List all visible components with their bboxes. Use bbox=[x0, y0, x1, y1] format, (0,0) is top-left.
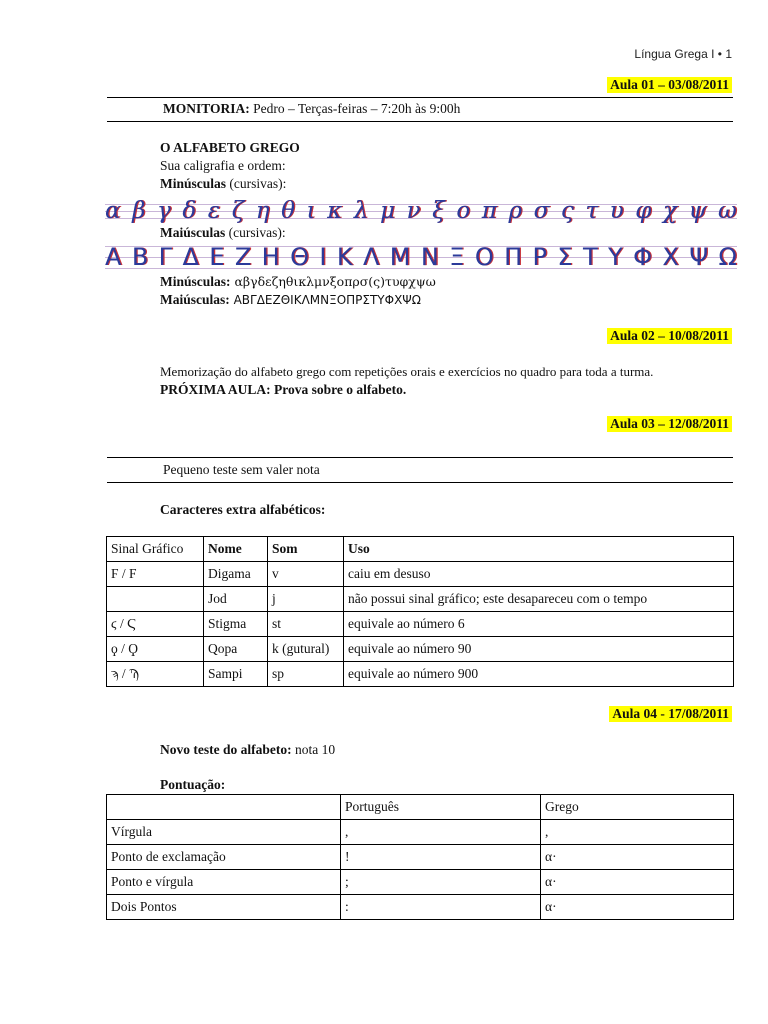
table-cell: j bbox=[268, 587, 344, 612]
minusculas-line-label: Minúsculas: bbox=[160, 274, 231, 289]
minuscula-glyph: θ bbox=[281, 198, 295, 224]
table-row bbox=[107, 820, 734, 845]
maiusculas-glyphs bbox=[105, 241, 737, 273]
table-cell: ; bbox=[341, 870, 541, 895]
minuscula-glyph: χ bbox=[662, 198, 677, 224]
table-header-row bbox=[107, 537, 734, 562]
maiuscula-glyph: Λ bbox=[362, 243, 380, 271]
table-header-cell: Português bbox=[341, 795, 541, 820]
minusculas-line-text: αβγδεζηθικλμνξοπρσ(ς)τυφχψω bbox=[230, 274, 436, 289]
table-row bbox=[107, 562, 734, 587]
maiuscula-glyph: Α bbox=[105, 243, 122, 271]
table-header-cell: Uso bbox=[344, 537, 734, 562]
minuscula-glyph: κ bbox=[327, 198, 343, 224]
maiuscula-glyph: Χ bbox=[662, 243, 679, 271]
table-header-cell: Som bbox=[268, 537, 344, 562]
table-cell: equivale ao número 6 bbox=[344, 612, 734, 637]
minuscula-glyph: ι bbox=[306, 198, 316, 224]
table-header-row bbox=[107, 795, 734, 820]
table-cell: Dois Pontos bbox=[107, 895, 341, 920]
divider bbox=[107, 97, 733, 98]
aula-04-date: Aula 04 - 17/08/2011 bbox=[609, 706, 732, 722]
maiusculas-line-label: Maiúsculas: bbox=[160, 292, 230, 307]
memorizacao-text: Memorização do alfabeto grego com repetições orais e exercícios no quadro para toda a turma. bbox=[160, 364, 654, 379]
maiuscula-glyph: Σ bbox=[557, 243, 573, 271]
minuscula-glyph: ρ bbox=[508, 198, 522, 224]
table-cell: k (gutural) bbox=[268, 637, 344, 662]
table-cell: Qopa bbox=[204, 637, 268, 662]
table-cell: st bbox=[268, 612, 344, 637]
maiuscula-glyph: Θ bbox=[290, 243, 309, 271]
novo-teste-label: Novo teste do alfabeto: bbox=[160, 742, 292, 757]
table-cell: não possui sinal gráfico; este desapareceu com o tempo bbox=[344, 587, 734, 612]
table-cell: Ponto e vírgula bbox=[107, 870, 341, 895]
minusculas-label: Minúsculas bbox=[160, 176, 227, 191]
table-cell: ϡ / Ϡ bbox=[107, 662, 204, 687]
table-cell: , bbox=[341, 820, 541, 845]
monitoria-label: MONITORIA: bbox=[163, 101, 250, 116]
caligrafia-text: Sua caligrafia e ordem: bbox=[160, 158, 286, 173]
maiuscula-glyph: Ω bbox=[718, 243, 737, 271]
maiuscula-glyph: Φ bbox=[633, 243, 652, 271]
monitoria-text: Pedro – Terças-feiras – 7:20h às 9:00h bbox=[249, 101, 461, 116]
minuscula-glyph: δ bbox=[182, 198, 197, 224]
minuscula-glyph: ε bbox=[207, 198, 221, 224]
minuscula-glyph: γ bbox=[157, 198, 171, 224]
proxima-aula-text: PRÓXIMA AULA: Prova sobre o alfabeto. bbox=[160, 382, 407, 397]
minuscula-glyph: μ bbox=[379, 198, 395, 224]
table-cell: Vírgula bbox=[107, 820, 341, 845]
minusculas-glyphs bbox=[105, 195, 737, 227]
section-title: O ALFABETO GREGO bbox=[160, 140, 300, 155]
table-cell: caiu em desuso bbox=[344, 562, 734, 587]
minuscula-glyph: β bbox=[132, 198, 146, 224]
table-cell: ϛ / Ϛ bbox=[107, 612, 204, 637]
minuscula-glyph: π bbox=[481, 198, 497, 224]
minuscula-glyph: ψ bbox=[688, 198, 707, 224]
minuscula-glyph: ς bbox=[560, 198, 574, 224]
minuscula-glyph: ν bbox=[406, 198, 421, 224]
table-row bbox=[107, 895, 734, 920]
aula-02-date: Aula 02 – 10/08/2011 bbox=[607, 328, 732, 344]
table-cell: : bbox=[341, 895, 541, 920]
maiuscula-glyph: Γ bbox=[158, 243, 173, 271]
maiuscula-glyph: Ψ bbox=[689, 243, 709, 271]
minuscula-glyph: φ bbox=[635, 198, 652, 224]
maiuscula-glyph: Β bbox=[131, 243, 149, 271]
maiuscula-glyph: Ξ bbox=[449, 243, 465, 271]
maiuscula-glyph: Υ bbox=[608, 243, 623, 271]
cursivas-note: (cursivas): bbox=[225, 225, 286, 240]
table-cell bbox=[107, 587, 204, 612]
minuscula-glyph: η bbox=[255, 198, 270, 224]
maiusculas-line bbox=[160, 292, 421, 308]
maiuscula-glyph: Ν bbox=[420, 243, 439, 271]
maiusculas-cursive-row bbox=[105, 241, 737, 273]
pequeno-teste-text: Pequeno teste sem valer nota bbox=[163, 462, 320, 477]
table-cell: Jod bbox=[204, 587, 268, 612]
cursivas-note: (cursivas): bbox=[226, 176, 287, 191]
table-cell: α· bbox=[541, 895, 734, 920]
maiusculas-line-text: ΑΒΓΔΕΖΘΙΚΛΜΝΞΟΠΡΣΤΥΦΧΨΩ bbox=[229, 293, 421, 307]
running-header: Língua Grega I • 1 bbox=[634, 47, 732, 61]
maiuscula-glyph: Ο bbox=[474, 243, 494, 271]
table-row bbox=[107, 845, 734, 870]
caracteres-title: Caracteres extra alfabéticos: bbox=[160, 502, 326, 517]
minuscula-glyph: λ bbox=[353, 198, 369, 224]
aula-03-date: Aula 03 – 12/08/2011 bbox=[607, 416, 732, 432]
table-cell: ! bbox=[341, 845, 541, 870]
minuscula-glyph: σ bbox=[533, 198, 550, 224]
table-header-cell bbox=[107, 795, 341, 820]
minuscula-glyph: ο bbox=[456, 198, 471, 224]
monitoria-line bbox=[163, 101, 460, 117]
table-header-cell: Grego bbox=[541, 795, 734, 820]
minuscula-glyph: α bbox=[105, 198, 121, 224]
table-row bbox=[107, 612, 734, 637]
table-cell: Stigma bbox=[204, 612, 268, 637]
table-cell: α· bbox=[541, 870, 734, 895]
maiuscula-glyph: Ζ bbox=[234, 243, 252, 271]
minuscula-glyph: τ bbox=[585, 198, 599, 224]
maiuscula-glyph: Ι bbox=[319, 243, 327, 271]
table-cell: Digama bbox=[204, 562, 268, 587]
table-row bbox=[107, 587, 734, 612]
table-header-cell: Nome bbox=[204, 537, 268, 562]
table-cell: Ponto de exclamação bbox=[107, 845, 341, 870]
aula-01-date: Aula 01 – 03/08/2011 bbox=[607, 77, 732, 93]
table-cell: equivale ao número 90 bbox=[344, 637, 734, 662]
table-row bbox=[107, 662, 734, 687]
table-cell: ϙ / Ϙ bbox=[107, 637, 204, 662]
minuscula-glyph: υ bbox=[609, 198, 624, 224]
minuscula-glyph: ω bbox=[718, 198, 737, 224]
maiuscula-glyph: Ε bbox=[209, 243, 225, 271]
divider bbox=[107, 457, 733, 458]
table-row bbox=[107, 870, 734, 895]
divider bbox=[107, 121, 733, 122]
maiuscula-glyph: Ρ bbox=[532, 243, 548, 271]
maiuscula-glyph: Η bbox=[261, 243, 280, 271]
divider bbox=[107, 482, 733, 483]
table-cell: , bbox=[541, 820, 734, 845]
minusculas-cursive-row bbox=[105, 195, 737, 227]
maiuscula-glyph: Τ bbox=[582, 243, 598, 271]
minuscula-glyph: ξ bbox=[432, 198, 445, 224]
punctuation-table bbox=[106, 794, 734, 920]
extra-characters-table bbox=[106, 536, 734, 687]
maiusculas-cursivas-label bbox=[160, 225, 286, 241]
minusculas-line bbox=[160, 274, 436, 290]
table-cell: Ϝ / F bbox=[107, 562, 204, 587]
maiuscula-glyph: Δ bbox=[182, 243, 199, 271]
maiusculas-label: Maiúsculas bbox=[160, 225, 226, 240]
novo-teste-text: nota 10 bbox=[291, 742, 336, 757]
table-cell: v bbox=[268, 562, 344, 587]
pontuacao-title: Pontuação: bbox=[160, 777, 226, 792]
maiuscula-glyph: Μ bbox=[389, 243, 411, 271]
table-cell: α· bbox=[541, 845, 734, 870]
table-row bbox=[107, 637, 734, 662]
minusculas-cursivas-label bbox=[160, 176, 286, 192]
novo-teste-line bbox=[160, 742, 335, 758]
maiuscula-glyph: Κ bbox=[336, 243, 353, 271]
table-cell: equivale ao número 900 bbox=[344, 662, 734, 687]
minuscula-glyph: ζ bbox=[231, 198, 245, 224]
maiuscula-glyph: Π bbox=[504, 243, 523, 271]
table-header-cell: Sinal Gráfico bbox=[107, 537, 204, 562]
table-cell: sp bbox=[268, 662, 344, 687]
table-cell: Sampi bbox=[204, 662, 268, 687]
